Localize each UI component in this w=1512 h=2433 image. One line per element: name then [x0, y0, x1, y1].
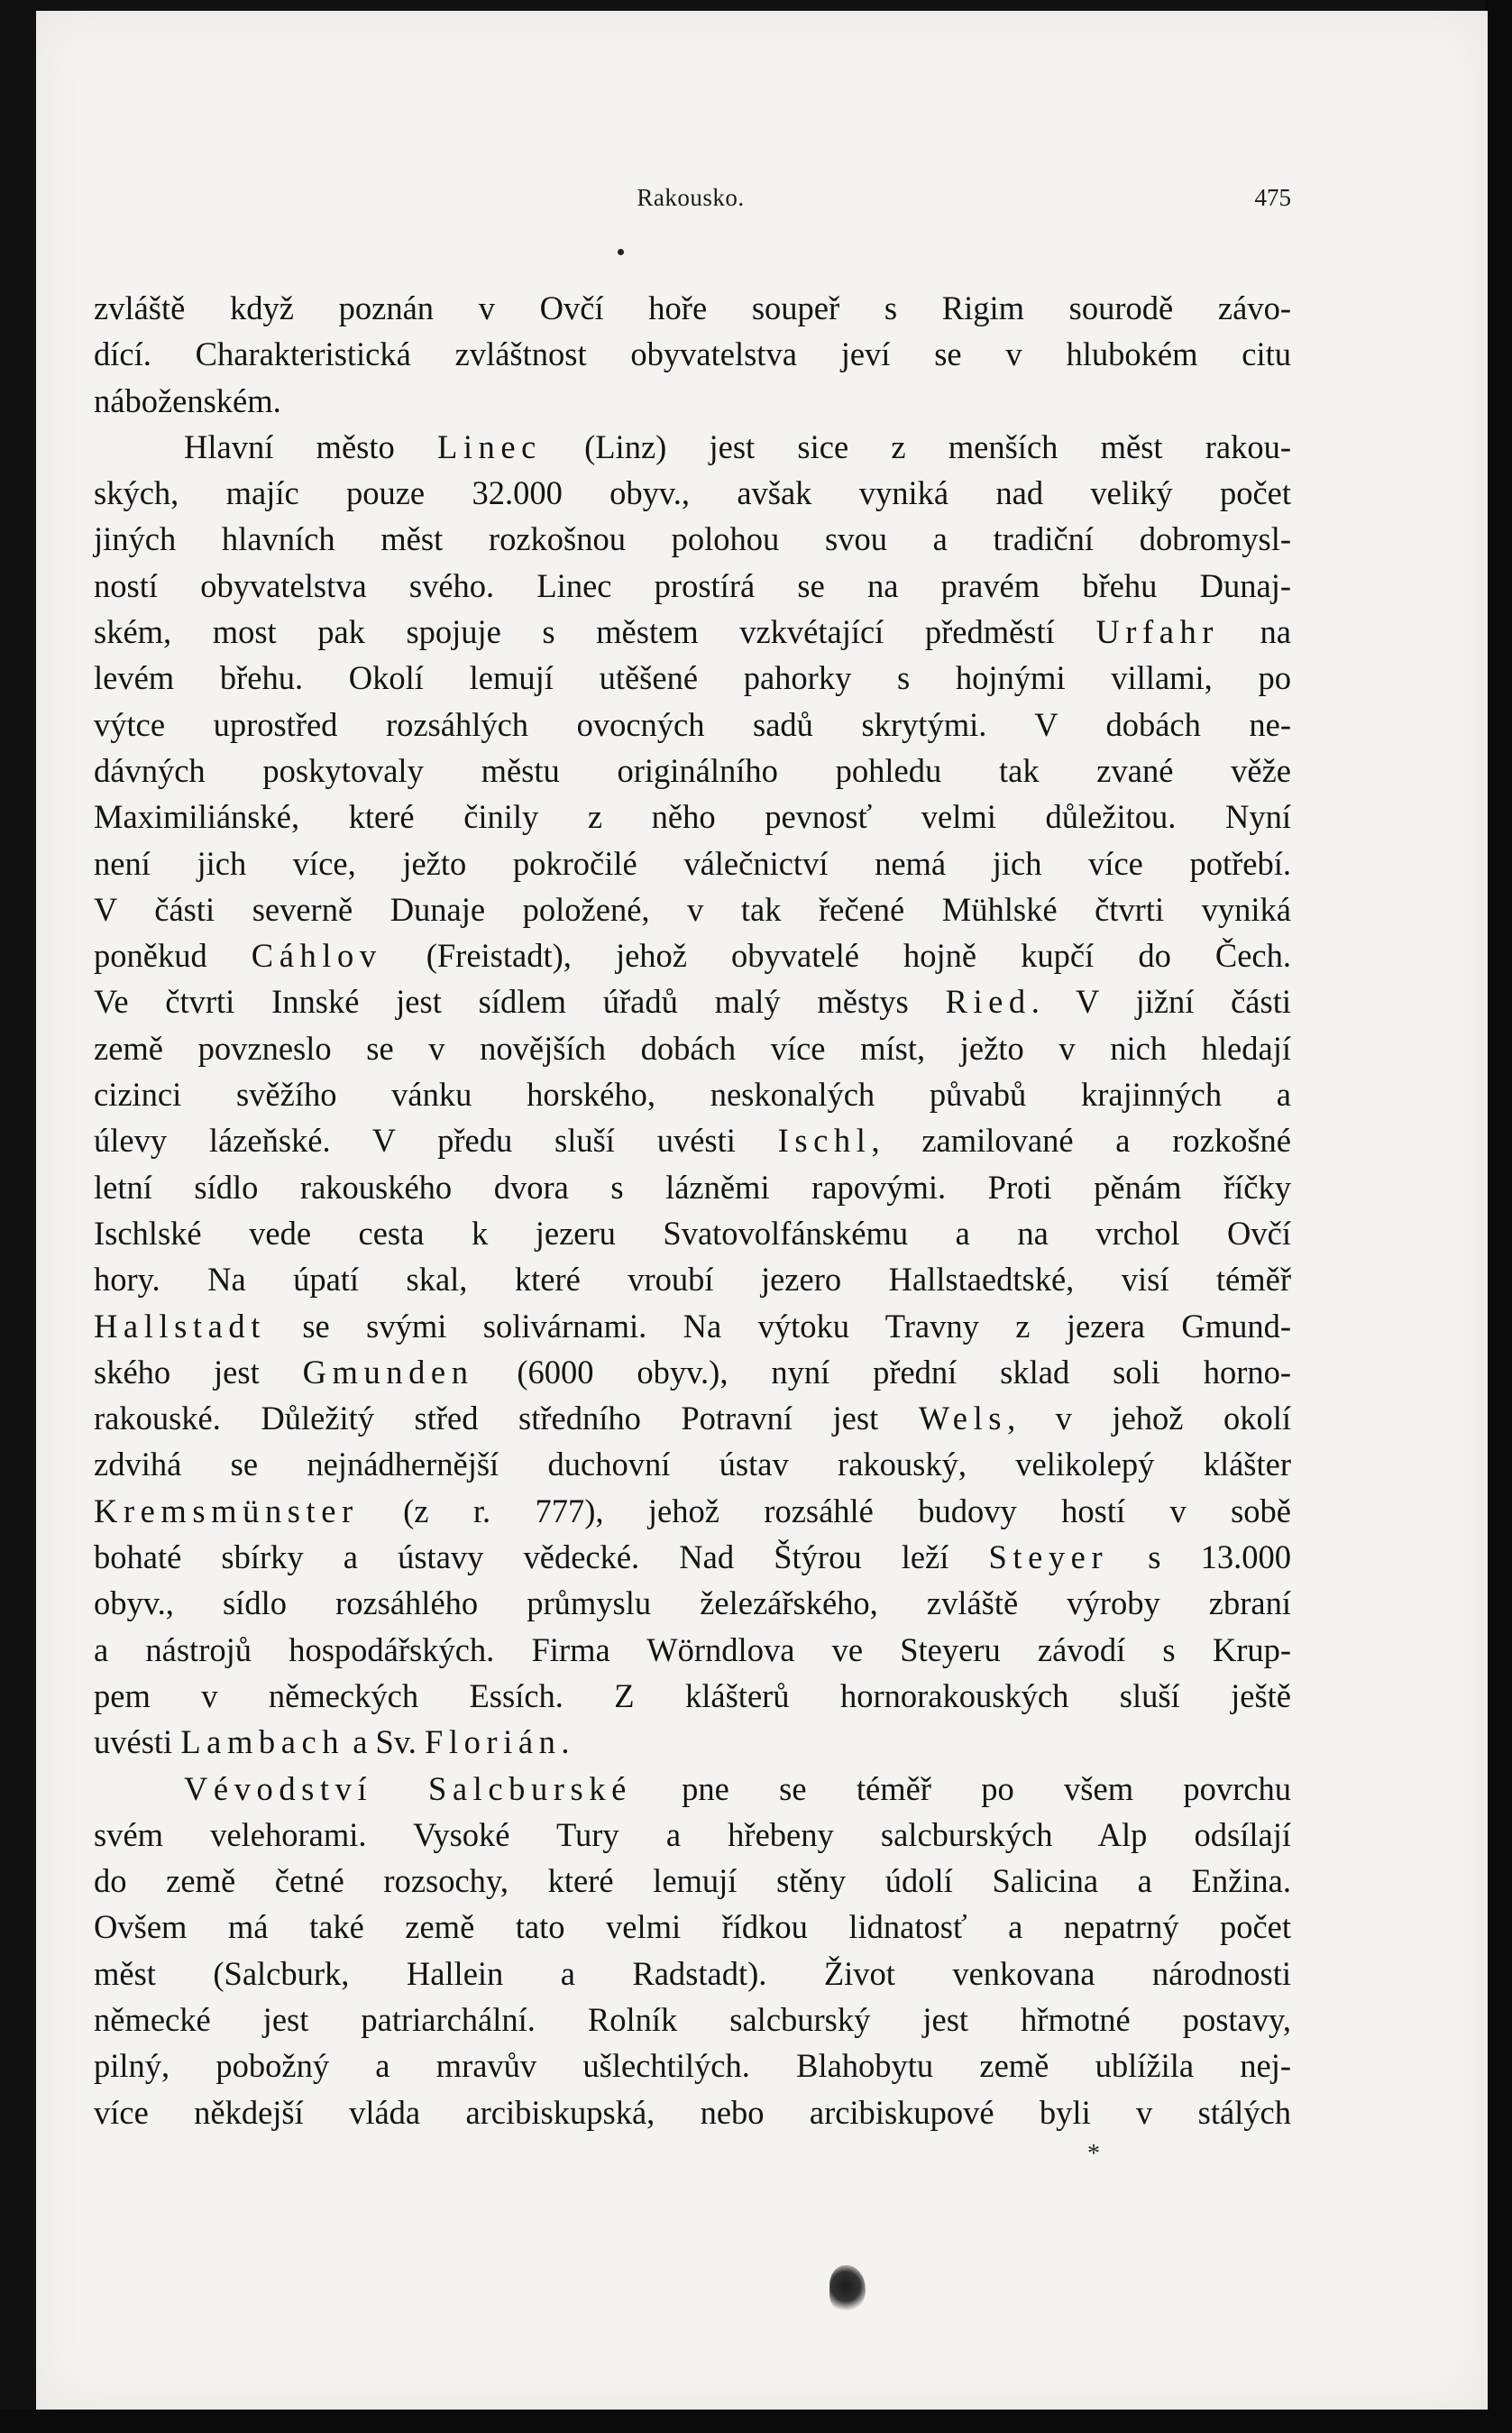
- text-run: .: [561, 1723, 570, 1761]
- text-run: pem v německých Essích. Z klášterů hornorakouských sluší ještě: [94, 1676, 1291, 1714]
- text-line: [94, 748, 1291, 794]
- text-line: [94, 1303, 1291, 1349]
- text-run: , zamilované a rozkošné: [871, 1122, 1292, 1160]
- text-line: [94, 655, 1291, 701]
- text-line: [94, 1210, 1291, 1256]
- text-run: levém břehu. Okolí lemují utěšené pahorky s hojnými villami, po: [94, 659, 1291, 697]
- text-line: [94, 1997, 1291, 2043]
- running-head: Rakousko.: [637, 184, 745, 211]
- paragraph: [94, 424, 1291, 1766]
- text-run: měst (Salcburk, Hallein a Radstadt). Život venkovana národnosti: [94, 1954, 1291, 1992]
- text-line: [94, 1071, 1291, 1117]
- text-line: [94, 1256, 1291, 1302]
- spaced-name: Urfahr: [1095, 613, 1220, 651]
- text-line: [94, 1904, 1291, 1950]
- text-run: dávných poskytovaly městu originálního pohledu tak zvané věže: [94, 751, 1291, 789]
- body-text: [94, 285, 1291, 2135]
- text-run: a Sv.: [344, 1723, 425, 1761]
- spaced-name: Gmunden: [302, 1353, 474, 1391]
- text-line: [94, 1580, 1291, 1626]
- text-line: [94, 886, 1291, 932]
- text-run: jiných hlavních měst rozkošnou polohou svou a tradiční dobromysl-: [94, 520, 1291, 558]
- scan-border-bottom: [0, 2410, 1512, 2433]
- text-run: rakouské. Důležitý střed středního Potravní jest: [94, 1400, 919, 1437]
- text-line: [94, 470, 1291, 516]
- text-run: do země četné rozsochy, které lemují stěny údolí Salicina a Enžina.: [94, 1862, 1291, 1900]
- text-run: a nástrojů hospodářských. Firma Wörndlova ve Steyeru závodí s Krup-: [94, 1630, 1291, 1668]
- book-page: [36, 11, 1488, 2410]
- text-run: svém velehorami. Vysoké Tury a hřebeny salcburských Alp odsílají: [94, 1815, 1291, 1853]
- text-line: [94, 378, 1291, 424]
- paragraph: [94, 1766, 1291, 2135]
- text-line: [94, 1812, 1291, 1858]
- text-run: ských, majíc pouze 32.000 obyv., avšak vyniká nad veliký počet: [94, 474, 1291, 512]
- spaced-name: Wels: [918, 1400, 1008, 1437]
- spaced-name: Lambach: [180, 1723, 345, 1761]
- text-line: [94, 424, 1291, 470]
- text-line: [94, 978, 1291, 1024]
- text-line: [94, 1627, 1291, 1673]
- text-run: ského jest: [94, 1353, 303, 1391]
- text-line: [94, 1395, 1291, 1441]
- text-line: [94, 794, 1291, 840]
- text-run: (6000 obyv.), nyní přední sklad soli horno-: [473, 1353, 1292, 1391]
- text-line: [94, 516, 1291, 562]
- text-run: , v jehož okolí: [1007, 1400, 1291, 1437]
- text-run: zdvihá se nejnádhernější duchovní ústav rakouský, velikolepý klášter: [94, 1446, 1291, 1483]
- text-line: [94, 285, 1291, 331]
- text-run: poněkud: [94, 937, 252, 975]
- ink-speck: [618, 249, 624, 255]
- text-run: ském, most pak spojuje s městem vzkvétající předměstí: [94, 613, 1096, 651]
- text-line: [94, 1117, 1291, 1163]
- spaced-name: Steyer: [988, 1538, 1109, 1576]
- text-line: [94, 1719, 1291, 1765]
- text-run: na: [1219, 613, 1291, 651]
- text-run: země povzneslo se v novějších dobách více míst, ježto v nich hledají: [94, 1029, 1291, 1067]
- text-run: pne se téměř po všem povrchu: [631, 1769, 1291, 1807]
- signature-mark: *: [1087, 2140, 1100, 2168]
- text-run: (Linz) jest sice z menších měst rakou-: [541, 427, 1291, 465]
- text-run: Ve čtvrti Innské jest sídlem úřadů malý městys: [94, 983, 946, 1021]
- spaced-name: Florián: [424, 1723, 562, 1761]
- text-run: není jich více, ježto pokročilé válečnictví nemá jich více potřebí.: [94, 844, 1291, 882]
- text-run: letní sídlo rakouského dvora s lázněmi rapovými. Proti pěnám říčky: [94, 1168, 1291, 1206]
- text-run: Ischlské vede cesta k jezeru Svatovolfánskému a na vrchol Ovčí: [94, 1214, 1291, 1252]
- paragraph: [94, 285, 1291, 424]
- text-line: [94, 1488, 1291, 1534]
- text-run: se svými solivárnami. Na výtoku Travny z jezera Gmund-: [265, 1307, 1291, 1345]
- spaced-name: Vévodství Salcburské: [184, 1769, 632, 1807]
- spaced-name: Cáhlov: [251, 937, 382, 975]
- text-run: ností obyvatelstva svého. Linec prostírá se na pravém břehu Dunaj-: [94, 566, 1291, 604]
- text-line: [94, 609, 1291, 655]
- spaced-name: Ried: [945, 983, 1031, 1021]
- text-run: Maximiliánské, které činily z něho pevnosť velmi důležitou. Nyní: [94, 798, 1291, 836]
- text-run: cizinci svěžího vánku horského, neskonalých půvabů krajinných a: [94, 1076, 1291, 1114]
- text-run: V části severně Dunaje položené, v tak řečené Mühlské čtvrti vyniká: [94, 890, 1291, 928]
- text-run: pilný, pobožný a mravův ušlechtilých. Blahobytu země ublížila nej-: [94, 2047, 1291, 2085]
- text-line: [94, 1951, 1291, 1997]
- text-line: [94, 1534, 1291, 1580]
- text-run: úlevy lázeňské. V předu sluší uvésti: [94, 1122, 778, 1160]
- text-run: výtce uprostřed rozsáhlých ovocných sadů skrytými. V dobách ne-: [94, 705, 1291, 743]
- text-line: [94, 1164, 1291, 1210]
- ink-blot: [829, 2265, 866, 2312]
- text-run: . V jižní části: [1031, 983, 1291, 1021]
- spaced-name: Hallstadt: [94, 1307, 266, 1345]
- text-run: hory. Na úpatí skal, které vroubí jezero Hallstaedtské, visí téměř: [94, 1261, 1291, 1299]
- text-line: [94, 2043, 1291, 2089]
- text-line: [94, 1766, 1291, 1812]
- text-line: [94, 1441, 1291, 1487]
- spaced-name: Kremsmünster: [94, 1492, 359, 1529]
- text-run: (Freistadt), jehož obyvatelé hojně kupčí do Čech.: [381, 937, 1292, 975]
- text-run: (z r. 777), jehož rozsáhlé budovy hostí v sobě: [358, 1492, 1291, 1529]
- text-line: [94, 932, 1291, 978]
- text-run: zvláště když poznán v Ovčí hoře soupeř s Rigim sourodě závo-: [94, 289, 1291, 326]
- text-run: uvésti: [94, 1723, 181, 1761]
- page-header: [90, 184, 1291, 220]
- page-number: 475: [1254, 184, 1291, 211]
- text-run: německé jest patriarchální. Rolník salcburský jest hřmotné postavy,: [94, 2000, 1291, 2038]
- text-line: [94, 702, 1291, 748]
- text-run: dící. Charakteristická zvláštnost obyvatelstva jeví se v hlubokém citu: [94, 335, 1291, 373]
- text-line: [94, 1025, 1291, 1071]
- spaced-name: Ischl: [777, 1122, 872, 1160]
- text-line: [94, 1673, 1291, 1719]
- text-run: bohaté sbírky a ústavy vědecké. Nad Štýrou leží: [94, 1538, 989, 1576]
- spaced-name: Linec: [436, 427, 542, 465]
- text-line: [94, 331, 1291, 377]
- text-run: více někdejší vláda arcibiskupská, nebo arcibiskupové byli v stálých: [94, 2093, 1291, 2131]
- text-run: Ovšem má také země tato velmi řídkou lidnatosť a nepatrný počet: [94, 1908, 1291, 1946]
- text-run: náboženském.: [94, 381, 281, 419]
- text-line: [94, 840, 1291, 886]
- text-line: [94, 2089, 1291, 2135]
- text-line: [94, 1858, 1291, 1904]
- text-run: obyv., sídlo rozsáhlého průmyslu železářského, zvláště výroby zbraní: [94, 1584, 1291, 1622]
- text-run: Hlavní město: [184, 427, 437, 465]
- text-line: [94, 563, 1291, 609]
- text-run: s 13.000: [1108, 1538, 1291, 1576]
- text-line: [94, 1349, 1291, 1395]
- scan-border-right: [1485, 0, 1512, 2433]
